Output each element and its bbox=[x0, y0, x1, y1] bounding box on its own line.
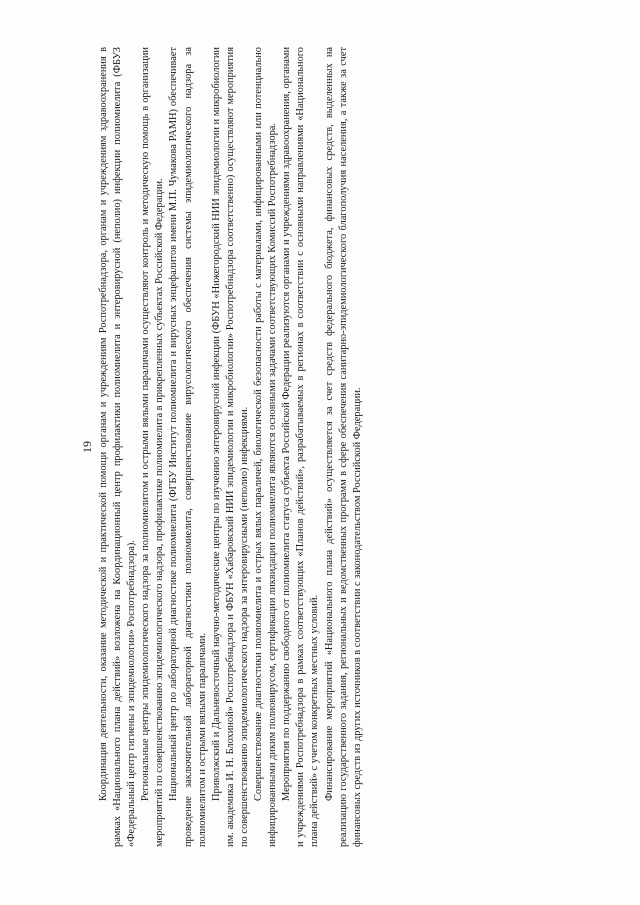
paragraph-regional-centers: Региональные центры эпидемиологического надзора за полиомиелитом и острыми вялыми параличами осуществляют контроль и методическую помощь в организации мероприятий по совершенствованию эпидемиологического надзора, профилактике полиомиелита в прикрепленных субъектах Российской Федерации. bbox=[140, 47, 166, 847]
page-number: 19 bbox=[80, 441, 94, 453]
rotated-document-content bbox=[80, 47, 550, 847]
paragraph-status-measures: Мероприятия по поддержанию свободного от полиомиелита статуса субъекта Российской Федерации реализуются органами и учреждениями здравоохранения, органами и учреждениями Роспотребнадзора в рамках соответствующих «Планов действий», разрабатываемых в регионах в соответствии с основными направлениями «Национального плана действий» с учетом конкретных местных условий. bbox=[281, 47, 321, 847]
paragraph-coordination: Координация деятельности, оказание методической и практической помощи органам и учреждениям Роспотребнадзора, органам и учреждениям здравоохранения в рамках «Национального плана действий» возложена на Координационный центр профилактики полиомиелита и энтеровирусной (неполио) инфекции полиомиелита (ФБУЗ «Федеральный центр гигиены и эпидемиологии» Роспотребнадзора). bbox=[98, 47, 138, 847]
paragraph-financing: Финансирование мероприятий «Национального плана действий» осуществляется за счет средств федерального бюджета, финансовых средств, выделенных на реализацию государственного задания, региональных и ведомственных программ в сфере обеспечения санитарно-эпидемиологического благополучия населения, а также за счет финансовых средств из других источников в соответствии с законодательством Российской Федерации. bbox=[323, 47, 363, 847]
paragraph-commissions: Совершенствование диагностики полиомиелита и острых вялых параличей, биологической безопасности работы с материалами, инфицированными или потенциально инфицированными диким полиовирусом, сертификации ликвидации полиомиелита являются основными задачами соответствующих Комиссий Роспотребнадзора. bbox=[253, 47, 279, 847]
paragraph-enterovirus-centers: Приволжский и Дальневосточный научно-методические центры по изучению энтеровирусной инфекции (ФБУН «Нижегородский НИИ эпидемиологии и микробиологии им. академика И. Н. Блохиной» Роспотребнадзора и ФБУН «Хабаровский НИИ эпидемиологии и микробиологии» Роспотребнадзора соответственно) осуществляют мероприятия по совершенствованию эпидемиологического надзора за энтеровирусными (неполио) инфекциями. bbox=[210, 47, 250, 847]
paragraph-national-center: Национальный центр по лабораторной диагностике полиомиелита (ФГБУ Институт полиомиелита и вирусных энцефалитов имени М.П. Чумакова РАМН) обеспечивает проведение заключительной лабораторной диагностики полиомиелита, совершенствование вирусологического обеспечения системы эпидемиологического надзора за полиомиелитом и острыми вялыми параличами. bbox=[168, 47, 208, 847]
